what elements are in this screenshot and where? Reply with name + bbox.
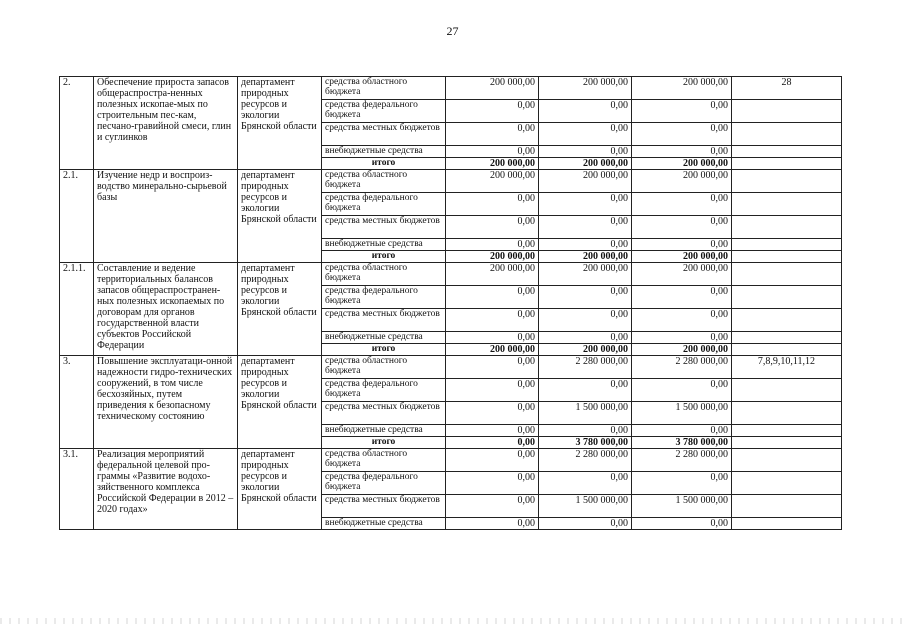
amount-year-1: 0,00 [446, 239, 539, 251]
amount-year-1: 0,00 [446, 437, 539, 449]
amount-year-2: 2 280 000,00 [539, 356, 632, 379]
funding-source: внебюджетные средства [322, 146, 446, 158]
amount-year-1: 0,00 [446, 472, 539, 495]
amount-year-1: 200 000,00 [446, 251, 539, 263]
indicator-reference-empty [732, 437, 842, 449]
funding-source: средства местных бюджетов [322, 495, 446, 518]
funding-source: средства местных бюджетов [322, 309, 446, 332]
indicator-reference-empty [732, 425, 842, 437]
amount-year-2: 0,00 [539, 216, 632, 239]
amount-year-2: 1 500 000,00 [539, 402, 632, 425]
funding-source: средства федерального бюджета [322, 100, 446, 123]
table-row [60, 449, 842, 472]
amount-total: 1 500 000,00 [632, 495, 732, 518]
amount-year-1: 0,00 [446, 193, 539, 216]
indicator-reference-empty [732, 495, 842, 518]
table-row [60, 170, 842, 193]
funding-source: внебюджетные средства [322, 518, 446, 530]
executor-name: департамент природных ресурсов и экологии Брянской области [238, 356, 322, 449]
funding-source: средства федерального бюджета [322, 472, 446, 495]
executor-name: департамент природных ресурсов и экологии Брянской области [238, 77, 322, 170]
funding-source: средства областного бюджета [322, 170, 446, 193]
amount-total: 0,00 [632, 193, 732, 216]
amount-total: 0,00 [632, 472, 732, 495]
amount-year-1: 200 000,00 [446, 170, 539, 193]
funding-source: средства областного бюджета [322, 263, 446, 286]
budget-table-body [60, 77, 842, 530]
indicator-reference-empty [732, 472, 842, 495]
executor-name: департамент природных ресурсов и экологии Брянской области [238, 449, 322, 530]
amount-year-2: 2 280 000,00 [539, 449, 632, 472]
executor-name: департамент природных ресурсов и экологии Брянской области [238, 263, 322, 356]
amount-year-1: 0,00 [446, 495, 539, 518]
indicator-reference-empty [732, 309, 842, 332]
amount-year-2: 200 000,00 [539, 158, 632, 170]
funding-source: средства федерального бюджета [322, 193, 446, 216]
amount-year-1: 0,00 [446, 146, 539, 158]
funding-source: средства федерального бюджета [322, 379, 446, 402]
table-row [60, 263, 842, 286]
indicator-reference [732, 449, 842, 472]
indicator-reference-empty [732, 332, 842, 344]
funding-source: внебюджетные средства [322, 332, 446, 344]
amount-year-1: 0,00 [446, 332, 539, 344]
measure-name: Обеспечение прироста запасов общераспростра-ненных полезных ископае-мых по строительным пес-кам, песчано-гравийной смеси, глин и суглинков [94, 77, 238, 170]
amount-year-2: 0,00 [539, 286, 632, 309]
amount-year-1: 0,00 [446, 425, 539, 437]
funding-source: средства областного бюджета [322, 356, 446, 379]
amount-year-2: 0,00 [539, 309, 632, 332]
amount-year-2: 0,00 [539, 425, 632, 437]
row-number: 2. [60, 77, 94, 170]
indicator-reference-empty [732, 100, 842, 123]
measure-name: Составление и ведение территориальных балансов запасов общераспространен-ных полезных ископаемых по договорам для органов государственной власти субъектов Российской Федерации [94, 263, 238, 356]
row-number: 2.1.1. [60, 263, 94, 356]
amount-year-1: 0,00 [446, 379, 539, 402]
amount-year-2: 0,00 [539, 239, 632, 251]
amount-year-2: 0,00 [539, 379, 632, 402]
funding-source: средства областного бюджета [322, 449, 446, 472]
amount-total: 0,00 [632, 332, 732, 344]
amount-total: 0,00 [632, 379, 732, 402]
amount-year-1: 0,00 [446, 518, 539, 530]
amount-total: 1 500 000,00 [632, 402, 732, 425]
amount-total: 0,00 [632, 216, 732, 239]
funding-source: итого [322, 344, 446, 356]
indicator-reference-empty [732, 379, 842, 402]
indicator-reference-empty [732, 344, 842, 356]
funding-source: итого [322, 158, 446, 170]
amount-total: 0,00 [632, 239, 732, 251]
amount-year-1: 200 000,00 [446, 158, 539, 170]
page-number: 27 [446, 24, 459, 38]
amount-year-2: 3 780 000,00 [539, 437, 632, 449]
funding-source: итого [322, 251, 446, 263]
measure-name: Изучение недр и воспроиз-водство минерально-сырьевой базы [94, 170, 238, 263]
indicator-reference-empty [732, 216, 842, 239]
amount-total: 0,00 [632, 309, 732, 332]
indicator-reference-empty [732, 239, 842, 251]
amount-year-2: 0,00 [539, 472, 632, 495]
amount-year-2: 200 000,00 [539, 170, 632, 193]
amount-total: 2 280 000,00 [632, 449, 732, 472]
indicator-reference-empty [732, 158, 842, 170]
indicator-reference-empty [732, 123, 842, 146]
funding-source: итого [322, 437, 446, 449]
amount-year-2: 200 000,00 [539, 77, 632, 100]
indicator-reference-empty [732, 402, 842, 425]
scan-noise-strip [0, 618, 905, 624]
budget-table [59, 76, 842, 530]
measure-name: Реализация мероприятий федеральной целевой про-граммы «Развитие водохо-зяйственного комплекса Российской Федерации в 2012 – 2020 годах» [94, 449, 238, 530]
indicator-reference [732, 170, 842, 193]
amount-year-2: 0,00 [539, 193, 632, 216]
amount-year-1: 0,00 [446, 356, 539, 379]
indicator-reference-empty [732, 146, 842, 158]
amount-year-2: 0,00 [539, 518, 632, 530]
executor-name: департамент природных ресурсов и экологии Брянской области [238, 170, 322, 263]
amount-year-1: 0,00 [446, 123, 539, 146]
table-row [60, 356, 842, 379]
amount-total: 200 000,00 [632, 158, 732, 170]
row-number: 3.1. [60, 449, 94, 530]
amount-year-2: 200 000,00 [539, 251, 632, 263]
amount-year-1: 0,00 [446, 286, 539, 309]
amount-year-2: 0,00 [539, 146, 632, 158]
amount-year-1: 200 000,00 [446, 77, 539, 100]
indicator-reference-empty [732, 251, 842, 263]
indicator-reference: 7,8,9,10,11,12 [732, 356, 842, 379]
funding-source: средства местных бюджетов [322, 123, 446, 146]
amount-year-2: 0,00 [539, 123, 632, 146]
amount-total: 0,00 [632, 518, 732, 530]
amount-total: 2 280 000,00 [632, 356, 732, 379]
amount-year-1: 0,00 [446, 309, 539, 332]
amount-year-2: 200 000,00 [539, 344, 632, 356]
indicator-reference: 28 [732, 77, 842, 100]
amount-year-2: 1 500 000,00 [539, 495, 632, 518]
amount-year-1: 200 000,00 [446, 263, 539, 286]
indicator-reference-empty [732, 286, 842, 309]
amount-year-2: 200 000,00 [539, 263, 632, 286]
amount-year-2: 0,00 [539, 332, 632, 344]
funding-source: средства областного бюджета [322, 77, 446, 100]
amount-total: 200 000,00 [632, 170, 732, 193]
amount-total: 0,00 [632, 123, 732, 146]
amount-total: 0,00 [632, 286, 732, 309]
row-number: 3. [60, 356, 94, 449]
amount-total: 200 000,00 [632, 344, 732, 356]
amount-total: 200 000,00 [632, 263, 732, 286]
amount-year-1: 0,00 [446, 216, 539, 239]
indicator-reference [732, 263, 842, 286]
funding-source: средства местных бюджетов [322, 402, 446, 425]
table-row [60, 77, 842, 100]
amount-year-1: 0,00 [446, 402, 539, 425]
funding-source: средства федерального бюджета [322, 286, 446, 309]
amount-total: 0,00 [632, 100, 732, 123]
row-number: 2.1. [60, 170, 94, 263]
amount-total: 0,00 [632, 146, 732, 158]
amount-total: 200 000,00 [632, 77, 732, 100]
amount-year-1: 200 000,00 [446, 344, 539, 356]
funding-source: внебюджетные средства [322, 239, 446, 251]
amount-total: 200 000,00 [632, 251, 732, 263]
indicator-reference-empty [732, 518, 842, 530]
amount-year-2: 0,00 [539, 100, 632, 123]
amount-year-1: 0,00 [446, 100, 539, 123]
measure-name: Повышение эксплуатаци-онной надежности гидро-технических сооружений, в том числе бесхозяйных, путем приведения к безопасному техническому состоянию [94, 356, 238, 449]
indicator-reference-empty [732, 193, 842, 216]
amount-total: 3 780 000,00 [632, 437, 732, 449]
funding-source: внебюджетные средства [322, 425, 446, 437]
amount-year-1: 0,00 [446, 449, 539, 472]
funding-source: средства местных бюджетов [322, 216, 446, 239]
amount-total: 0,00 [632, 425, 732, 437]
